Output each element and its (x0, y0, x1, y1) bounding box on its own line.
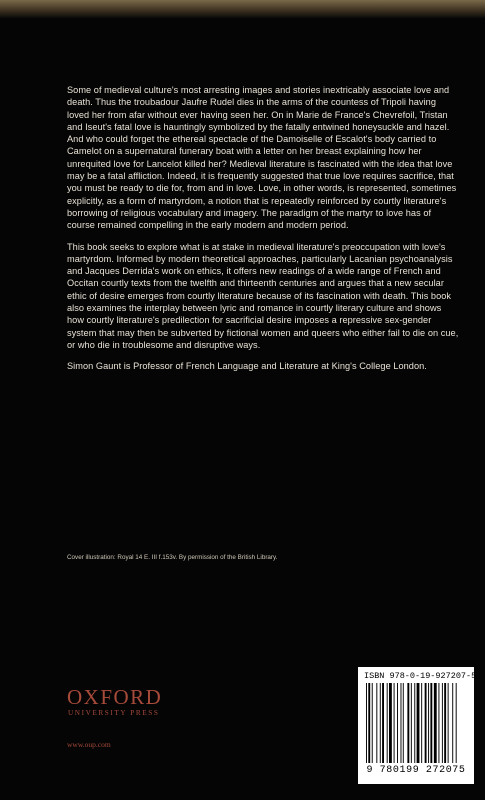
publisher-name: OXFORD (67, 685, 163, 709)
cover-illustration-credit: Cover illustration: Royal 14 E. III f.153v. By permission of the British Library. (67, 554, 278, 561)
blurb-paragraph-1: Some of medieval culture's most arresting images and stories inextricably associate love and death. Thus the troubadour Jaufre Rudel dies in the arms of the countess of Tripoli having loved her from afar without ever having seen her. On in Marie de France's Chevrefoil, Tristan and Iseut's fatal love is hauntingly symbolized by the fatally entwined honeysuckle and hazel. And who could forget the ethereal spectacle of the Damoiselle of Escalot's body carried to Camelot on a supernatural funerary boat with a letter on her breast explaining how her unrequited love for Lancelot killed her? Medieval literature is fascinated with the idea that love may be a fatal affliction. Indeed, it is frequently suggested that true love requires sacrifice, that you must be ready to die for, from and in love. Love, in other words, is represented, sometimes explicitly, as a form of martyrdom, a notion that is repeatedly reinforced by courtly literature's borrowing of religious vocabulary and imagery. The paradigm of the martyr to love has of course remained compelling in the early modern and modern period. (67, 85, 457, 231)
publisher-logo (67, 686, 247, 718)
blurb-text (67, 84, 459, 382)
cover-top-edge (0, 0, 485, 18)
blurb-paragraph-2: This book seeks to explore what is at stake in medieval literature's preoccupation with love's martyrdom. Informed by modern theoretical approaches, particularly Lacanian psychoanalysis and Jacques Derrida's work on ethics, it offers new readings of a wide range of French and Occitan courtly texts from the twelfth and thirteenth centuries and argues that a new secular ethic of desire emerges from courtly literature because of its fascination with death. This book also examines the interplay between lyric and romance in courtly literary culture and shows how courtly literature's predilection for sacrificial desire imposes a repressive sex-gender system that may then be subverted by fictional women and queers who either fail to die on cue, or who die in troublesome and disruptive ways. (67, 241, 459, 350)
isbn-label: ISBN 978-0-19-927207-5 (364, 671, 477, 681)
author-note: Simon Gaunt is Professor of French Language and Literature at King's College London. (67, 361, 427, 372)
publisher-subtitle: UNIVERSITY PRESS (68, 709, 160, 717)
barcode-digits: 9 780199 272075 (366, 765, 466, 776)
barcode-icon (366, 683, 466, 763)
publisher-website: www.oup.com (67, 740, 111, 749)
isbn-barcode-box (358, 667, 477, 784)
